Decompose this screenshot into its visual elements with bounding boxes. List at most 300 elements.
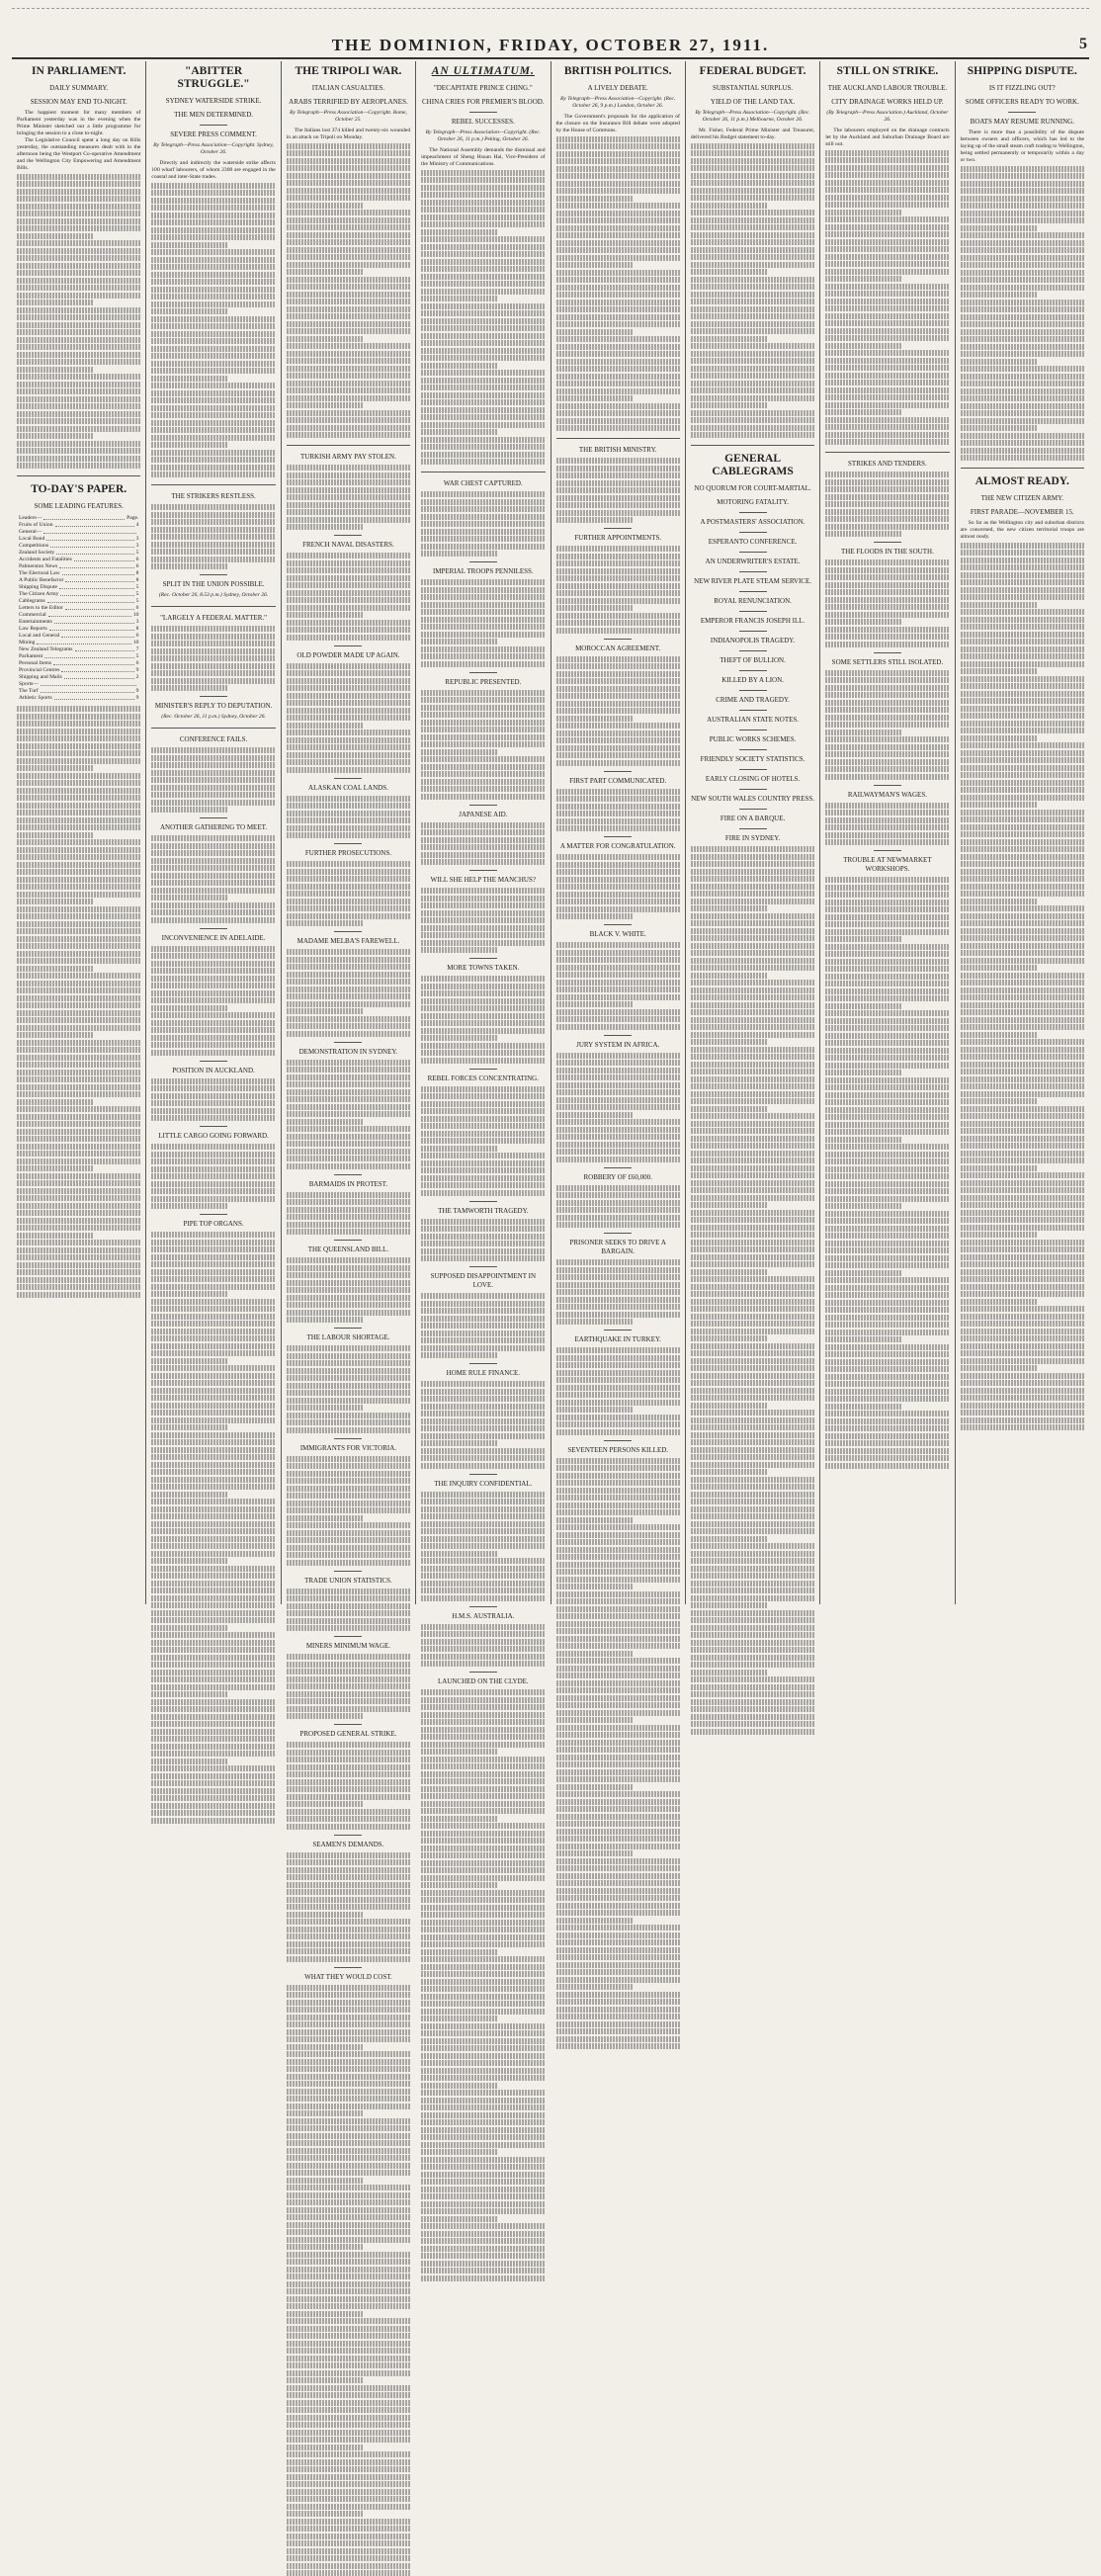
text-line-filler xyxy=(421,551,498,557)
text-line-filler xyxy=(961,1410,1084,1416)
text-line-filler xyxy=(825,373,949,379)
text-line-filler xyxy=(421,1964,545,1970)
head-divider xyxy=(604,1330,632,1331)
text-line-filler xyxy=(961,987,1084,993)
head-divider xyxy=(739,532,767,533)
index-entry xyxy=(19,653,138,660)
text-line-filler xyxy=(287,811,410,816)
text-line-filler xyxy=(421,2246,545,2252)
text-line-filler xyxy=(421,399,545,405)
text-line-filler xyxy=(556,495,680,501)
text-line-filler xyxy=(556,716,634,722)
head-divider xyxy=(739,670,767,671)
text-line-filler xyxy=(825,559,949,565)
text-line-filler xyxy=(691,402,768,408)
text-line-filler xyxy=(287,1706,410,1712)
text-line-filler xyxy=(691,973,768,979)
text-line-filler xyxy=(691,1477,814,1483)
text-line-filler xyxy=(556,1289,680,1295)
text-line-filler xyxy=(287,417,410,423)
text-line-filler xyxy=(421,1005,545,1011)
text-line-filler xyxy=(825,810,949,816)
text-line-filler xyxy=(17,758,140,764)
index-entry xyxy=(19,557,138,563)
text-line-filler xyxy=(151,227,275,233)
text-line-filler xyxy=(287,597,410,603)
index-entry xyxy=(19,598,138,605)
text-line-filler xyxy=(151,1765,275,1771)
text-line-filler xyxy=(287,1089,410,1095)
text-line-filler xyxy=(421,2112,545,2118)
index-page: 3 xyxy=(135,619,139,625)
text-line-filler xyxy=(287,210,410,215)
head-divider xyxy=(469,112,497,113)
text-line-filler xyxy=(151,663,275,669)
text-line-filler xyxy=(287,402,364,408)
text-line-filler xyxy=(151,257,275,263)
text-line-filler xyxy=(287,395,410,401)
text-line-filler xyxy=(151,1676,275,1682)
text-line-filler xyxy=(556,203,680,209)
text-line-filler xyxy=(961,713,1084,719)
text-line-filler xyxy=(151,1810,275,1816)
text-line-filler xyxy=(151,1506,275,1512)
index-label: Cablegrams xyxy=(19,598,45,604)
text-line-filler xyxy=(961,602,1038,608)
text-line-filler xyxy=(151,1358,228,1364)
text-line-filler xyxy=(287,2214,410,2220)
subhead: POSITION IN AUCKLAND. xyxy=(172,1066,255,1074)
text-line-filler xyxy=(151,655,275,661)
text-line-filler xyxy=(421,1846,545,1851)
text-line-filler xyxy=(421,2060,545,2066)
subhead: ITALIAN CASUALTIES. xyxy=(311,84,385,92)
text-line-filler xyxy=(151,272,275,278)
text-line-filler xyxy=(961,1172,1084,1178)
text-line-filler xyxy=(691,1128,814,1134)
text-line-filler xyxy=(287,232,410,238)
text-line-filler xyxy=(556,950,680,956)
text-line-filler xyxy=(556,217,680,223)
text-line-filler xyxy=(287,1134,410,1140)
text-line-filler xyxy=(151,1818,275,1824)
text-line-filler xyxy=(825,409,902,415)
index-entry xyxy=(19,529,138,536)
text-line-filler xyxy=(287,825,410,831)
head-divider xyxy=(604,528,632,529)
subhead: MINERS MINIMUM WAGE. xyxy=(305,1642,391,1650)
subhead: FIRE ON A BARQUE. xyxy=(720,815,786,822)
text-line-filler xyxy=(556,745,680,751)
text-line-filler xyxy=(287,1023,410,1029)
text-line-filler xyxy=(961,1395,1084,1401)
text-line-filler xyxy=(151,1417,275,1423)
text-line-filler xyxy=(961,1180,1084,1186)
text-line-filler xyxy=(287,277,410,283)
text-line-filler xyxy=(287,2081,410,2087)
text-line-filler xyxy=(151,626,275,632)
text-line-filler xyxy=(287,2207,410,2213)
text-line-filler xyxy=(287,1317,364,1323)
text-line-filler xyxy=(961,958,1084,964)
index-page: 5 xyxy=(135,550,139,556)
text-line-filler xyxy=(17,869,140,875)
index-entry xyxy=(19,674,138,681)
subhead: THE AUCKLAND LABOUR TROUBLE. xyxy=(827,84,948,92)
index-leader xyxy=(74,557,134,561)
text-line-filler xyxy=(961,1321,1084,1327)
text-line-filler xyxy=(556,166,680,172)
text-line-filler xyxy=(421,1823,545,1829)
text-line-filler xyxy=(287,1757,410,1762)
text-line-filler xyxy=(961,891,1084,897)
text-line-filler xyxy=(287,1713,364,1719)
text-line-filler xyxy=(17,906,140,912)
text-line-filler xyxy=(961,1136,1084,1142)
subhead: PIPE TOP ORGANS. xyxy=(183,1220,244,1228)
index-page: 6 xyxy=(135,633,139,639)
text-line-filler xyxy=(691,277,814,283)
subhead: THE QUEENSLAND BILL. xyxy=(307,1245,389,1253)
text-line-filler xyxy=(421,947,498,953)
text-line-filler xyxy=(556,410,680,416)
text-line-filler xyxy=(556,1509,680,1515)
text-line-filler xyxy=(287,1471,410,1477)
text-line-filler xyxy=(421,2164,545,2170)
article-body xyxy=(151,160,275,181)
text-line-filler xyxy=(961,300,1084,305)
text-line-filler xyxy=(421,837,545,843)
text-line-filler xyxy=(287,832,410,838)
text-line-filler xyxy=(287,884,410,890)
text-line-filler xyxy=(556,737,680,743)
text-line-filler xyxy=(556,1053,680,1059)
text-line-filler xyxy=(287,487,410,493)
subhead: ESPERANTO CONFERENCE. xyxy=(708,538,798,546)
subhead: EARLY CLOSING OF HOTELS. xyxy=(705,775,801,783)
text-line-filler xyxy=(421,727,545,732)
text-line-filler xyxy=(556,1429,680,1435)
text-line-filler xyxy=(556,913,634,919)
text-line-filler xyxy=(287,1456,410,1462)
index-label: Parliament xyxy=(19,653,43,659)
index-entry xyxy=(19,660,138,667)
text-line-filler xyxy=(556,1347,680,1353)
text-line-filler xyxy=(287,949,410,955)
text-line-filler xyxy=(287,861,410,867)
index-label: Letters to the Editor xyxy=(19,605,63,611)
text-line-filler xyxy=(287,203,364,209)
text-line-filler xyxy=(287,2104,410,2109)
text-line-filler xyxy=(421,1793,545,1799)
text-line-filler xyxy=(287,2267,410,2273)
text-line-filler xyxy=(961,884,1084,890)
subhead: THE MEN DETERMINED. xyxy=(174,111,254,119)
text-line-filler xyxy=(421,910,545,916)
text-line-filler xyxy=(421,529,545,535)
text-line-filler xyxy=(17,322,140,328)
text-line-filler xyxy=(287,2015,410,2020)
text-line-filler xyxy=(825,921,949,927)
subhead: SOME OFFICERS READY TO WORK. xyxy=(965,98,1079,106)
text-line-filler xyxy=(287,1625,410,1631)
text-line-filler xyxy=(556,1539,680,1545)
index-leader xyxy=(61,633,133,638)
text-line-filler xyxy=(691,1566,814,1572)
text-line-filler xyxy=(151,287,275,293)
text-line-filler xyxy=(691,1417,814,1423)
text-line-filler xyxy=(17,981,140,987)
text-line-filler xyxy=(421,1786,545,1792)
text-line-filler xyxy=(961,861,1084,867)
text-line-filler xyxy=(151,294,275,300)
text-line-filler xyxy=(825,685,949,691)
text-line-filler xyxy=(287,964,410,970)
text-line-filler xyxy=(691,1165,814,1171)
text-line-filler xyxy=(421,653,545,659)
text-line-filler xyxy=(17,1091,140,1097)
text-line-filler xyxy=(151,338,275,344)
text-line-filler xyxy=(556,1142,680,1148)
text-line-filler xyxy=(556,1562,680,1568)
text-line-filler xyxy=(556,892,680,898)
text-line-filler xyxy=(421,2193,545,2199)
text-line-filler xyxy=(421,1719,545,1725)
text-line-filler xyxy=(556,270,680,276)
subhead: LITTLE CARGO GOING FORWARD. xyxy=(158,1132,269,1140)
subhead: FIRST PARADE—NOVEMBER 15. xyxy=(970,508,1074,516)
head-divider xyxy=(200,574,227,575)
text-line-filler xyxy=(421,1624,545,1630)
text-line-filler xyxy=(691,987,814,993)
text-line-filler xyxy=(421,1301,545,1307)
text-line-filler xyxy=(825,216,949,222)
text-line-filler xyxy=(691,1699,814,1705)
subhead: "DECAPITATE PRINCE CHING." xyxy=(433,84,533,92)
text-line-filler xyxy=(151,983,275,988)
text-line-filler xyxy=(151,1536,275,1542)
text-line-filler xyxy=(961,321,1084,327)
text-line-filler xyxy=(421,1043,545,1049)
masthead-top-rule xyxy=(12,8,1089,9)
text-line-filler xyxy=(151,648,275,654)
head-divider xyxy=(604,924,632,925)
text-line-filler xyxy=(961,1121,1084,1127)
text-line-filler xyxy=(556,1873,680,1879)
text-line-filler xyxy=(287,2259,410,2265)
text-line-filler xyxy=(17,1173,140,1179)
text-line-filler xyxy=(421,1463,545,1469)
text-line-filler xyxy=(961,448,1084,454)
text-line-filler xyxy=(825,1137,902,1143)
text-line-filler xyxy=(287,1537,410,1543)
text-line-filler xyxy=(691,1158,814,1163)
text-line-filler xyxy=(421,1440,498,1446)
text-line-filler xyxy=(825,877,949,883)
text-line-filler xyxy=(421,917,545,923)
text-line-filler xyxy=(151,1012,275,1018)
text-line-filler xyxy=(151,1803,275,1809)
text-line-filler xyxy=(961,262,1084,268)
head-divider xyxy=(739,591,767,592)
text-line-filler xyxy=(556,292,680,298)
text-line-filler xyxy=(961,329,1084,335)
subhead: CRIME AND TRAGEDY. xyxy=(716,696,790,704)
text-line-filler xyxy=(691,150,814,156)
text-line-filler xyxy=(421,1971,545,1977)
text-line-filler xyxy=(287,1610,410,1616)
text-line-filler xyxy=(421,429,498,435)
text-line-filler xyxy=(691,1039,768,1045)
text-line-filler xyxy=(151,1350,275,1356)
text-line-filler xyxy=(287,1867,410,1873)
text-line-filler xyxy=(691,935,814,941)
head-divider xyxy=(334,778,362,779)
text-line-filler xyxy=(287,2222,410,2228)
text-line-filler xyxy=(287,1919,410,1925)
head-divider xyxy=(334,1042,362,1043)
text-line-filler xyxy=(287,979,410,985)
text-line-filler xyxy=(151,1246,275,1252)
text-line-filler xyxy=(287,2392,410,2398)
text-line-filler xyxy=(691,239,814,245)
text-line-filler xyxy=(556,1666,680,1672)
text-line-filler xyxy=(421,1175,545,1181)
text-line-filler xyxy=(151,1469,275,1475)
text-line-filler xyxy=(556,825,680,831)
text-line-filler xyxy=(421,2023,545,2029)
index-leader xyxy=(65,605,134,610)
text-line-filler xyxy=(556,225,680,231)
text-line-filler xyxy=(287,1008,364,1014)
text-line-filler xyxy=(691,1017,814,1023)
text-line-filler xyxy=(691,1655,814,1661)
text-line-filler xyxy=(421,1035,498,1041)
text-line-filler xyxy=(691,203,768,209)
text-line-filler xyxy=(287,663,410,669)
text-line-filler xyxy=(17,211,140,216)
text-line-filler xyxy=(151,1276,275,1282)
text-line-filler xyxy=(556,1769,680,1775)
text-line-filler xyxy=(421,2030,545,2036)
text-line-filler xyxy=(556,388,680,394)
index-label: A Public Benefactor xyxy=(19,577,64,583)
text-line-filler xyxy=(825,1411,949,1417)
section-divider xyxy=(961,468,1084,469)
dateline: By Telegraph—Press Association—Copyright. Rome, October 25. xyxy=(289,110,407,123)
text-line-filler xyxy=(421,1101,545,1107)
head-divider xyxy=(739,690,767,691)
subhead: FRIENDLY SOCIETY STATISTICS. xyxy=(700,755,805,763)
text-line-filler xyxy=(421,639,498,644)
text-line-filler xyxy=(691,262,814,268)
paragraph: The labourers employed on the drainage contracts let by the Auckland and Suburban Drainage Board are still out. xyxy=(825,128,950,147)
index-leader xyxy=(61,667,133,672)
text-line-filler xyxy=(961,632,1084,638)
text-line-filler xyxy=(825,1241,949,1246)
text-line-filler xyxy=(287,1507,410,1513)
text-line-filler xyxy=(287,678,410,684)
text-line-filler xyxy=(287,605,410,611)
text-line-filler xyxy=(421,221,545,227)
subhead: MADAME MELBA'S FAREWELL. xyxy=(296,937,400,945)
text-line-filler xyxy=(961,1350,1084,1356)
text-line-filler xyxy=(421,1425,545,1431)
text-line-filler xyxy=(556,1503,680,1508)
article-body xyxy=(421,147,545,168)
text-line-filler xyxy=(151,1232,275,1238)
text-line-filler xyxy=(961,433,1084,439)
text-line-filler xyxy=(825,157,949,163)
index-label: Accidents and Fatalities xyxy=(19,557,72,562)
text-line-filler xyxy=(961,1388,1084,1394)
text-line-filler xyxy=(421,348,545,354)
text-line-filler xyxy=(825,328,949,334)
index-entry xyxy=(19,612,138,619)
text-line-filler xyxy=(691,1106,768,1112)
column-6 xyxy=(686,61,820,1604)
text-line-filler xyxy=(287,1229,410,1235)
text-line-filler xyxy=(151,427,275,433)
masthead-title: THE DOMINION, FRIDAY, OCTOBER 27, 1911. xyxy=(331,36,770,54)
text-line-filler xyxy=(961,1009,1084,1015)
text-line-filler xyxy=(556,151,680,157)
text-line-filler xyxy=(961,661,1084,667)
subhead: SEAMEN'S DEMANDS. xyxy=(312,1840,384,1848)
text-line-filler xyxy=(961,240,1084,246)
text-line-filler xyxy=(825,1292,949,1298)
text-line-filler xyxy=(825,299,949,304)
subhead: A MATTER FOR CONGRATULATION. xyxy=(559,842,676,850)
text-line-filler xyxy=(691,381,814,386)
text-line-filler xyxy=(421,902,545,908)
text-line-filler xyxy=(287,1413,410,1418)
text-line-filler xyxy=(961,728,1084,733)
head-divider xyxy=(200,1061,227,1062)
text-line-filler xyxy=(556,359,680,365)
text-line-filler xyxy=(17,1165,94,1171)
text-line-filler xyxy=(287,803,410,809)
dateline: By Telegraph—Press Association—Copyright. Sydney, October 26. xyxy=(153,142,274,155)
text-line-filler xyxy=(961,1217,1084,1223)
subhead: THEFT OF BULLION. xyxy=(720,656,786,664)
text-line-filler xyxy=(556,173,680,179)
text-line-filler xyxy=(17,966,94,972)
text-line-filler xyxy=(17,1203,140,1209)
text-line-filler xyxy=(961,1365,1038,1371)
index-entry xyxy=(19,522,138,529)
text-line-filler xyxy=(421,363,498,369)
subhead: OLD POWDER MADE UP AGAIN. xyxy=(296,650,400,659)
text-line-filler xyxy=(421,661,545,667)
text-line-filler xyxy=(961,306,1084,312)
text-line-filler xyxy=(691,254,814,260)
index-leader xyxy=(75,646,134,651)
text-line-filler xyxy=(287,2066,410,2072)
subhead: ROBBERY OF £60,000. xyxy=(583,1172,652,1181)
text-line-filler xyxy=(825,730,902,735)
text-line-filler xyxy=(825,261,949,267)
text-line-filler xyxy=(556,517,634,523)
head-divider xyxy=(739,571,767,572)
text-line-filler xyxy=(151,242,228,248)
text-line-filler xyxy=(691,1321,814,1327)
text-line-filler xyxy=(421,414,545,420)
text-line-filler xyxy=(556,2043,680,2049)
text-line-filler xyxy=(961,1329,1084,1334)
text-line-filler xyxy=(421,407,545,413)
subhead: "LARGELY A FEDERAL MATTER." xyxy=(160,614,268,622)
